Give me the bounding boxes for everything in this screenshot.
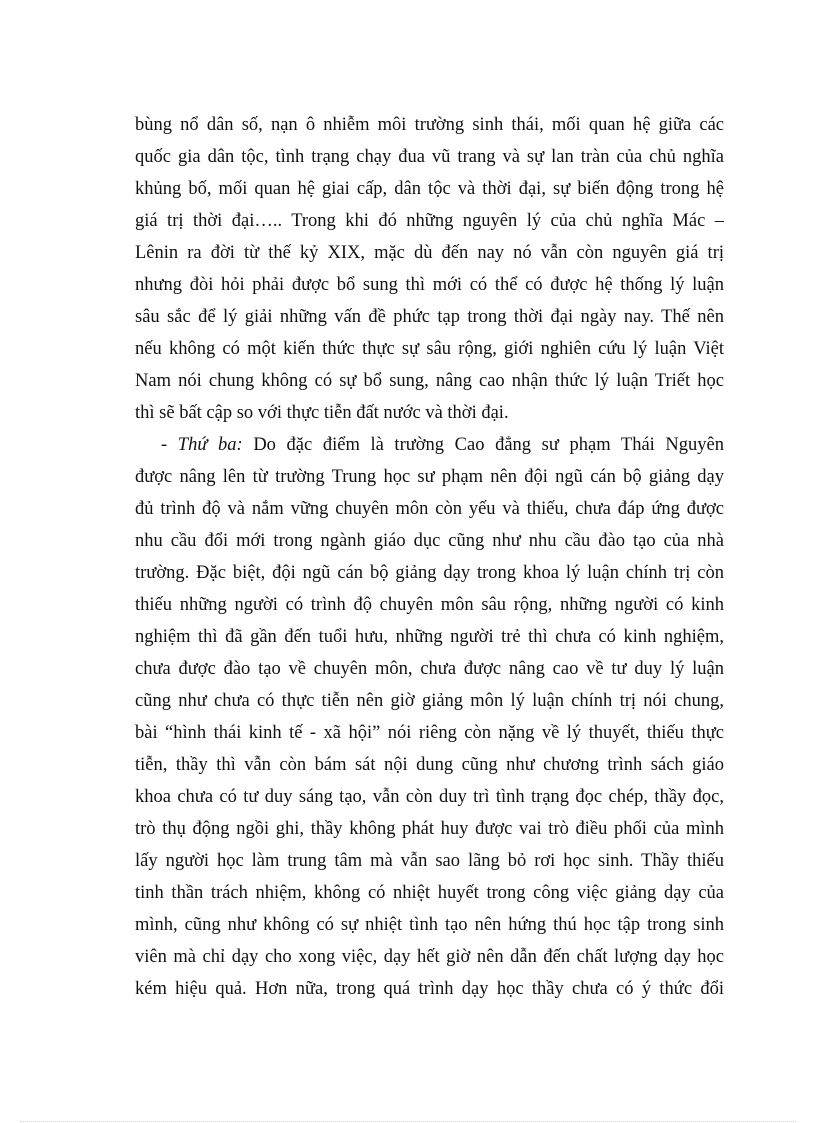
text-line: viên mà chỉ dạy cho xong việc, dạy hết giờ nên dẫn đến chất lượng dạy học bbox=[135, 947, 724, 967]
lead-italic: Thứ ba: bbox=[177, 435, 243, 455]
text-line: chưa được đào tạo về chuyên môn, chưa được nâng cao về tư duy lý luận bbox=[135, 659, 724, 679]
text-line: nhu cầu đổi mới trong ngành giáo dục cũng như nhu cầu đào tạo của nhà bbox=[135, 531, 724, 551]
text-line: nhưng đòi hỏi phải được bổ sung thì mới có thể có được hệ thống lý luận bbox=[135, 275, 724, 295]
text-line: trường. Đặc biệt, đội ngũ cán bộ giảng dạy trong khoa lý luận chính trị còn bbox=[135, 563, 724, 583]
text-line: kém hiệu quả. Hơn nữa, trong quá trình dạy học thầy chưa có ý thức đổi bbox=[135, 979, 724, 999]
text-line: tinh thần trách nhiệm, không có nhiệt huyết trong công việc giảng dạy của bbox=[135, 883, 724, 903]
text-line: sâu sắc để lý giải những vấn đề phức tạp trong thời đại ngày nay. Thế nên bbox=[135, 307, 724, 327]
text-line: bài “hình thái kinh tế - xã hội” nói riêng còn nặng về lý thuyết, thiếu thực bbox=[135, 723, 724, 743]
text-line: khoa chưa có tư duy sáng tạo, vẫn còn duy trì tình trạng đọc chép, thầy đọc, bbox=[135, 787, 724, 807]
body-text bbox=[135, 109, 724, 1005]
paragraph-2-first-line bbox=[135, 429, 724, 461]
text-line: bùng nổ dân số, nạn ô nhiễm môi trường sinh thái, mối quan hệ giữa các bbox=[135, 115, 724, 135]
text-line: Nam nói chung không có sự bổ sung, nâng cao nhận thức lý luận Triết học bbox=[135, 371, 724, 391]
text-line: khủng bố, mối quan hệ giai cấp, dân tộc và thời đại, sự biến động trong hệ bbox=[135, 179, 724, 199]
text-line: cũng như chưa có thực tiễn nên giờ giảng môn lý luận chính trị nói chung, bbox=[135, 691, 724, 711]
text-line: Lênin ra đời từ thế kỷ XIX, mặc dù đến nay nó vẫn còn nguyên giá trị bbox=[135, 243, 724, 263]
text-line: tiễn, thầy thì vẫn còn bám sát nội dung cũng như chương trình sách giáo bbox=[135, 755, 724, 775]
text-line: nghiệm thì đã gần đến tuổi hưu, những người trẻ thì chưa có kinh nghiệm, bbox=[135, 627, 724, 647]
text-line: quốc gia dân tộc, tình trạng chạy đua vũ trang và sự lan tràn của chủ nghĩa bbox=[135, 147, 724, 167]
paragraph-1 bbox=[135, 109, 724, 429]
lead-rest: Do đặc điểm là trường Cao đẳng sư phạm Thái Nguyên bbox=[242, 435, 724, 455]
text-line: thì sẽ bất cập so với thực tiễn đất nước và thời đại. bbox=[135, 403, 509, 423]
text-line: thiếu những người có trình độ chuyên môn sâu rộng, những người có kinh bbox=[135, 595, 724, 615]
page-bottom-divider bbox=[20, 1121, 796, 1122]
paragraph-2 bbox=[135, 429, 724, 1005]
text-line: trò thụ động ngồi ghi, thầy không phát huy được vai trò điều phối của mình bbox=[135, 819, 724, 839]
text-line: giá trị thời đại….. Trong khi đó những nguyên lý của chủ nghĩa Mác – bbox=[135, 211, 724, 231]
lead-dash: - bbox=[161, 435, 178, 455]
text-line: được nâng lên từ trường Trung học sư phạm nên đội ngũ cán bộ giảng dạy bbox=[135, 467, 724, 487]
text-line: đủ trình độ và nắm vững chuyên môn còn yếu và thiếu, chưa đáp ứng được bbox=[135, 499, 724, 519]
text-line: mình, cũng như không có sự nhiệt tình tạo nên hứng thú học tập trong sinh bbox=[135, 915, 724, 935]
text-line: nếu không có một kiến thức thực sự sâu rộng, giới nghiên cứu lý luận Việt bbox=[135, 339, 724, 359]
text-line: lấy người học làm trung tâm mà vẫn sao lãng bỏ rơi học sinh. Thầy thiếu bbox=[135, 851, 724, 871]
